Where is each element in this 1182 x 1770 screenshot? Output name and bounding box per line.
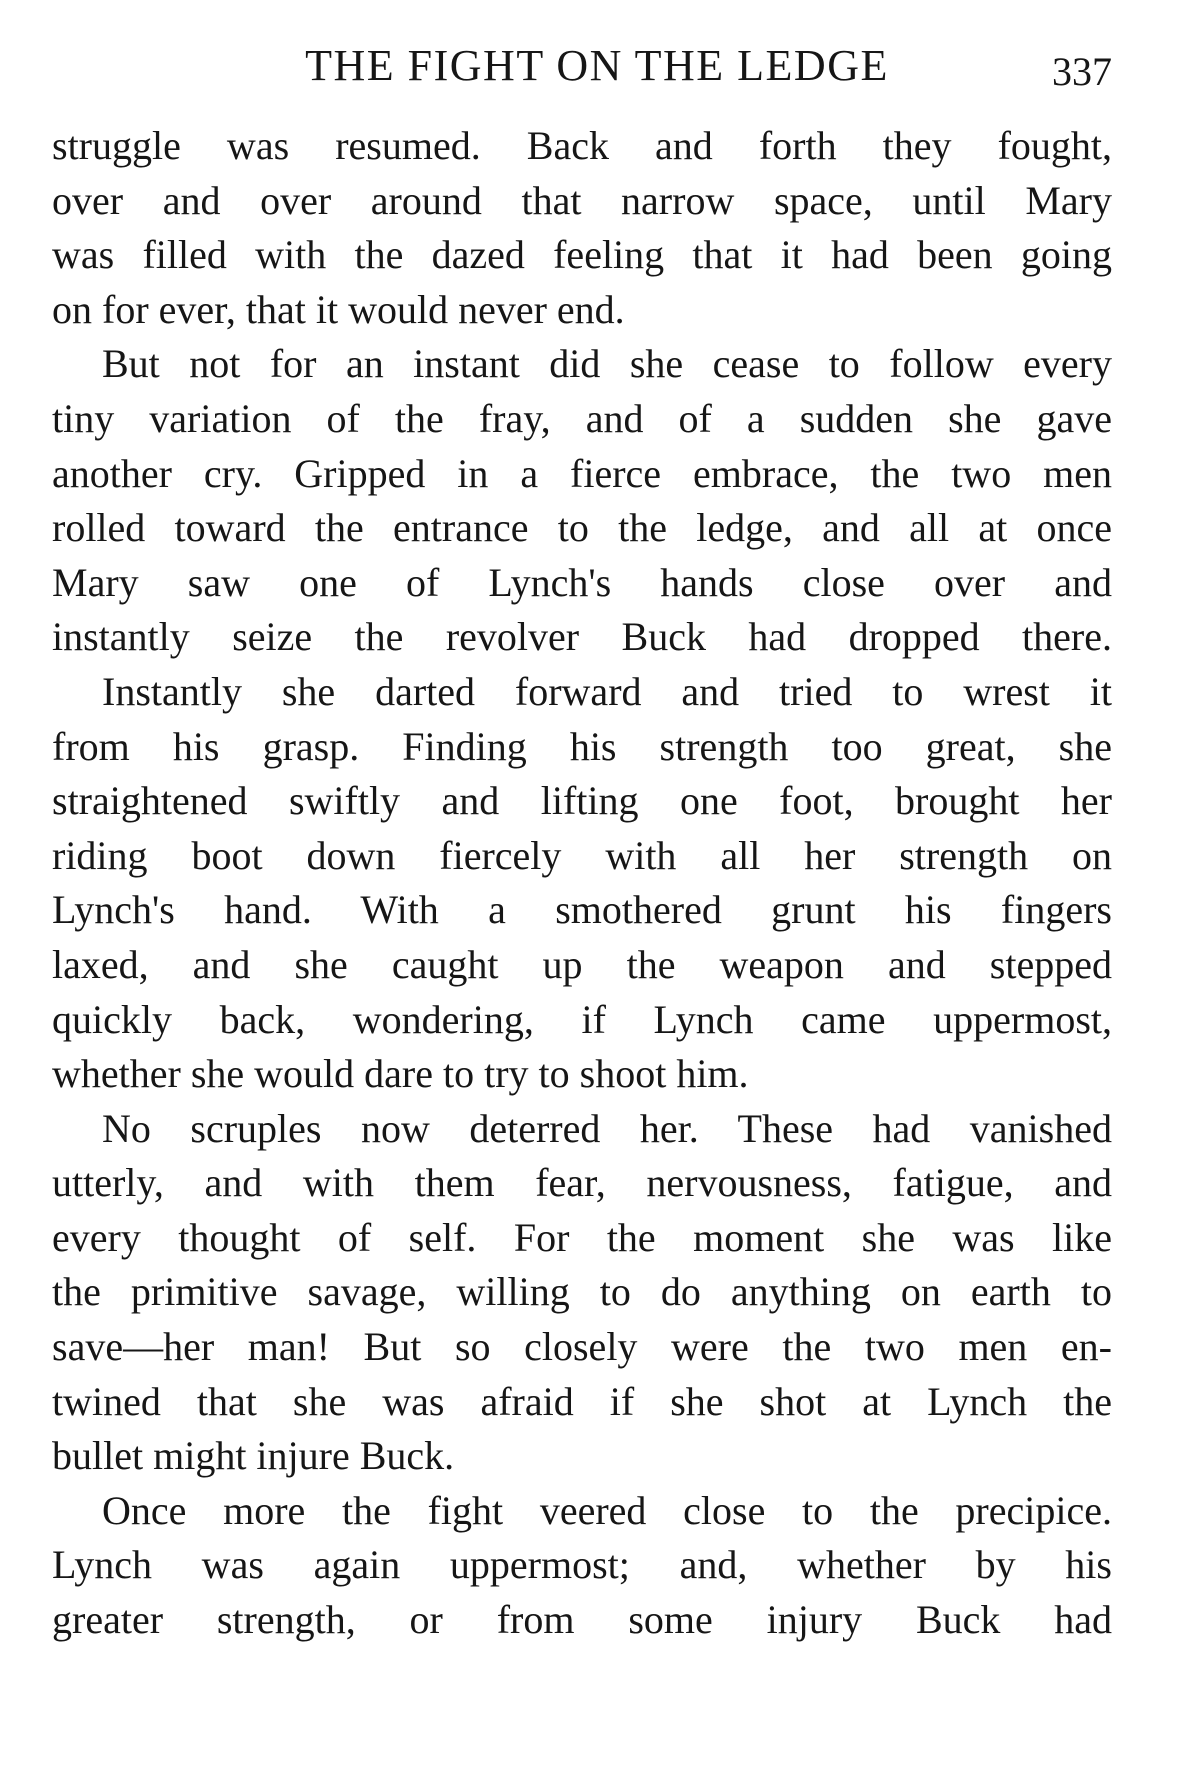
text-line: twined that she was afraid if she shot at Lynch the	[52, 1378, 1112, 1424]
page-number: 337	[1052, 49, 1112, 94]
text-line: Instantly she darted forward and tried to wrest it	[102, 668, 1112, 714]
text-line: utterly, and with them fear, nervousness, fatigue, and	[52, 1160, 1112, 1206]
text-line: Once more the fight veered close to the precipice.	[102, 1487, 1112, 1533]
text-line: straightened swiftly and lifting one foot, brought her	[52, 778, 1112, 824]
body-text	[52, 119, 1112, 1648]
text-line: No scruples now deterred her. These had vanished	[102, 1105, 1112, 1151]
text-line: another cry. Gripped in a fierce embrace, the two men	[52, 450, 1112, 496]
text-line: the primitive savage, willing to do anything on earth to	[52, 1269, 1112, 1315]
text-line: whether she would dare to try to shoot him.	[52, 1051, 749, 1097]
text-line: save—her man! But so closely were the two men en-	[52, 1324, 1112, 1370]
text-line: rolled toward the entrance to the ledge, and all at once	[52, 505, 1112, 551]
text-line: Mary saw one of Lynch's hands close over and	[52, 559, 1112, 605]
running-head	[52, 36, 1112, 96]
text-line: instantly seize the revolver Buck had dropped there.	[52, 614, 1112, 660]
text-line: Lynch was again uppermost; and, whether by his	[52, 1542, 1112, 1588]
text-line: over and over around that narrow space, until Mary	[52, 177, 1112, 223]
text-line: tiny variation of the fray, and of a sudden she gave	[52, 395, 1112, 441]
text-line: struggle was resumed. Back and forth they fought,	[52, 123, 1112, 168]
text-line: from his grasp. Finding his strength too great, she	[52, 723, 1112, 769]
text-line: riding boot down fiercely with all her strength on	[52, 832, 1112, 878]
text-line: But not for an instant did she cease to follow every	[102, 341, 1112, 387]
text-line: greater strength, or from some injury Buck had	[52, 1597, 1112, 1643]
text-line: was filled with the dazed feeling that it had been going	[52, 232, 1112, 278]
text-line: every thought of self. For the moment she was like	[52, 1214, 1112, 1260]
text-line: bullet might injure Buck.	[52, 1433, 455, 1479]
text-line: laxed, and she caught up the weapon and stepped	[52, 941, 1112, 987]
text-line: quickly back, wondering, if Lynch came uppermost,	[52, 996, 1112, 1042]
text-line: Lynch's hand. With a smothered grunt his fingers	[52, 887, 1112, 933]
running-title: THE FIGHT ON THE LEDGE	[305, 41, 889, 90]
text-line: on for ever, that it would never end.	[52, 286, 625, 332]
